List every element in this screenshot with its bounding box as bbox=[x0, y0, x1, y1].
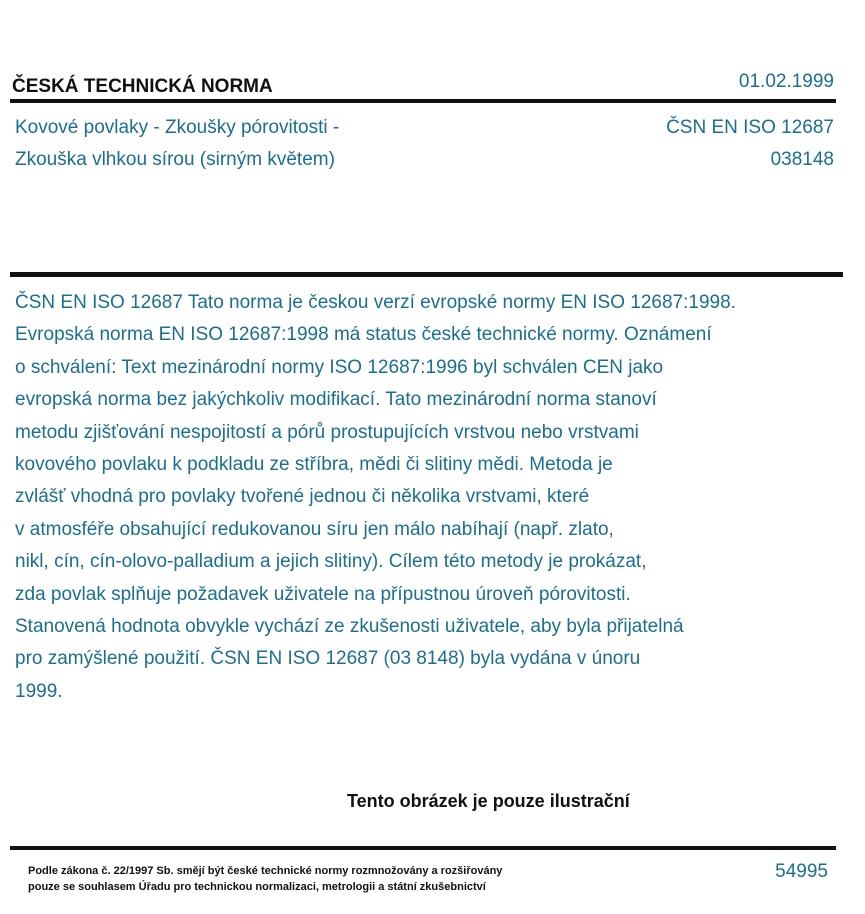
description-line: Evropská norma EN ISO 12687:1998 má status české technické normy. Oznámení bbox=[15, 324, 712, 346]
description-line: metodu zjišťování nespojitostí a pórů prostupujících vrstvou nebo vrstvami bbox=[15, 421, 639, 443]
description-line: kovového povlaku k podkladu ze stříbra, mědi či slitiny mědi. Metoda je bbox=[15, 454, 613, 476]
description-line: pro zamýšlené použití. ČSN EN ISO 12687 (03 8148) byla vydána v únoru bbox=[15, 648, 641, 670]
description-line: v atmosféře obsahující redukovanou síru jen málo nabíhají (např. zlato, bbox=[15, 518, 614, 540]
standard-title-line-2: Zkouška vlhkou sírou (sirným květem) bbox=[15, 149, 335, 170]
illustration-notice: Tento obrázek je pouze ilustrační bbox=[347, 791, 630, 811]
standard-class-number: 038148 bbox=[770, 149, 834, 170]
document-number: 54995 bbox=[775, 861, 828, 882]
legal-notice-line: Podle zákona č. 22/1997 Sb. smějí být české technické normy rozmnožovány a rozšiřovány bbox=[28, 865, 503, 877]
description-line: zda povlak splňuje požadavek uživatele na přípustnou úroveň pórovitosti. bbox=[15, 583, 631, 605]
description-line: o schválení: Text mezinárodní normy ISO 12687:1996 byl schválen CEN jako bbox=[15, 356, 664, 378]
standard-code: ČSN EN ISO 12687 bbox=[666, 117, 834, 138]
legal-notice-line: pouze se souhlasem Úřadu pro technickou normalizaci, metrologii a státní zkušebnictví bbox=[28, 881, 486, 893]
standard-title-line-1: Kovové povlaky - Zkoušky pórovitosti - bbox=[15, 117, 340, 138]
legal-notice bbox=[28, 863, 502, 895]
bottom-divider bbox=[10, 846, 836, 850]
publication-date: 01.02.1999 bbox=[738, 71, 834, 92]
description-line: Stanovená hodnota obvykle vychází ze zkušenosti uživatele, aby byla přijatelná bbox=[15, 616, 684, 638]
top-divider bbox=[10, 99, 836, 103]
description-line: 1999. bbox=[15, 680, 63, 702]
description-line: zvlášť vhodná pro povlaky tvořené jednou či několika vrstvami, které bbox=[15, 486, 590, 508]
description-line: nikl, cín, cín-olovo-palladium a jejich slitiny). Cílem této metody je prokázat, bbox=[15, 551, 647, 573]
middle-divider bbox=[10, 272, 843, 277]
description-line: evropská norma bez jakýchkoliv modifikací. Tato mezinárodní norma stanoví bbox=[15, 389, 657, 411]
document-heading: ČESKÁ TECHNICKÁ NORMA bbox=[12, 76, 273, 97]
standard-description bbox=[15, 287, 845, 708]
description-line: ČSN EN ISO 12687 Tato norma je českou verzí evropské normy EN ISO 12687:1998. bbox=[15, 292, 736, 313]
